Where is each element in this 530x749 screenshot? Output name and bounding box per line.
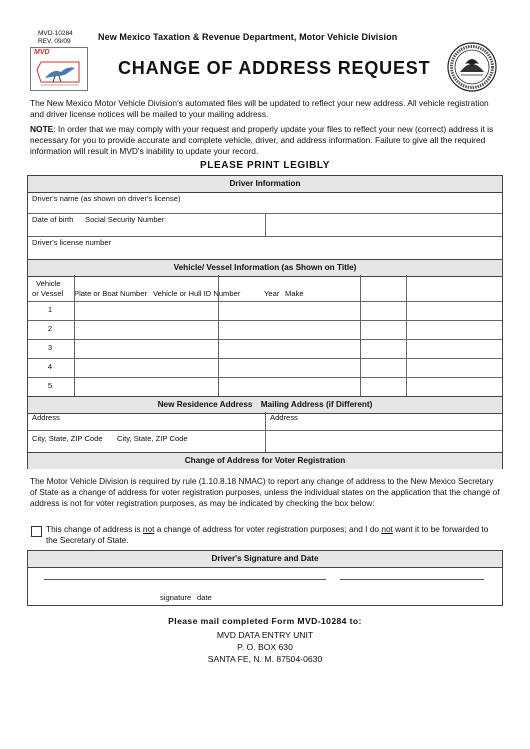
col-make: Make xyxy=(285,289,304,298)
voter-paragraph: The Motor Vehicle Division is required by rule (1.10.8.18 NMAC) to report any change of address to the New Mexico Secretary of State as a change of address for voter registration purposes, unless the individual states on the application that the change of address is not for voter registration purposes, as may be indicated by checking the box below: xyxy=(30,476,500,508)
dob-label: Date of birth xyxy=(32,215,74,224)
mvd-logo xyxy=(30,47,88,91)
note-text: : In order that we may comply with your request and properly update your files to reflect your new (correct) address it is necessary for you to provide accurate and complete vehicle, driver, and address information. Failure to give all the required information will result in MVD's inability to update your record. xyxy=(30,124,494,156)
license-number-label: Driver's license number xyxy=(32,238,112,247)
vehicle-row-3: 3 xyxy=(47,343,53,352)
intro-paragraph: The New Mexico Motor Vehicle Division's automated files will be updated to reflect your new address. All vehicle registration and driver license notices will be mailed to your mailing address. xyxy=(30,98,489,119)
state-seal-icon xyxy=(447,42,497,92)
note-label: NOTE xyxy=(30,124,54,134)
vehicle-row-1: 1 xyxy=(47,305,53,314)
voter-section-header: Change of Address for Voter Registration xyxy=(28,452,502,469)
checkbox-not-1: not xyxy=(142,524,155,534)
signature-box xyxy=(27,550,503,606)
driver-name-label: Driver's name (as shown on driver's license) xyxy=(32,194,181,203)
vehicle-row-5: 5 xyxy=(47,381,53,390)
mail-heading: Please mail completed Form MVD-10284 to: xyxy=(168,616,362,626)
vehicle-row-2: 2 xyxy=(47,324,53,333)
form-code xyxy=(38,30,73,46)
roadrunner-icon xyxy=(31,48,87,90)
date-label: date xyxy=(197,593,212,602)
signature-section-header: Driver's Signature and Date xyxy=(28,551,502,568)
col-vehicle: Vehicle xyxy=(36,279,61,288)
voter-opt-out-checkbox[interactable] xyxy=(31,526,42,537)
checkbox-text-part-1: This change of address is xyxy=(46,524,143,534)
mailing-address-label: Address xyxy=(270,413,298,422)
logo-text: MVD xyxy=(34,49,50,56)
col-or-vessel: or Vessel xyxy=(32,289,64,298)
mail-address-line-3: SANTA FE, N. M. 87504-0630 xyxy=(207,654,323,664)
checkbox-not-2: not xyxy=(381,524,393,534)
ssn-label: Social Security Number xyxy=(85,215,165,224)
form-revision: REV. 09/09 xyxy=(38,38,71,45)
checkbox-text-part-3: want it to be forwarded to the Secretary of State. xyxy=(46,524,489,545)
mail-address-line-2: P. O. BOX 630 xyxy=(237,642,293,652)
vehicle-section-header: Vehicle/ Vessel Information (as Shown on Title) xyxy=(28,259,502,277)
note-paragraph xyxy=(30,124,500,157)
date-line[interactable] xyxy=(340,579,484,580)
voter-opt-out-label xyxy=(46,524,502,546)
form-table xyxy=(27,175,503,469)
mail-address-line-1: MVD DATA ENTRY UNIT xyxy=(216,630,314,640)
form-title: CHANGE OF ADDRESS REQUEST xyxy=(118,58,431,78)
form-number: MVD-10284 xyxy=(38,30,73,37)
col-hull-id: Vehicle or Hull ID Number xyxy=(153,289,241,298)
residence-header: New Residence Address xyxy=(157,400,253,409)
department-name: New Mexico Taxation & Revenue Department, Motor Vehicle Division xyxy=(98,32,398,42)
col-year: Year xyxy=(264,289,280,298)
vehicle-row-4: 4 xyxy=(47,362,53,371)
print-legibly-heading: PLEASE PRINT LEGIBLY xyxy=(200,160,330,171)
col-plate: Plate or Boat Number xyxy=(74,289,148,298)
signature-label: signature xyxy=(160,593,192,602)
driver-section-header: Driver Information xyxy=(28,176,502,193)
signature-line[interactable] xyxy=(44,579,326,580)
mailing-city-label: City, State, ZIP Code xyxy=(117,434,188,443)
checkbox-text-part-2: a change of address for voter registration purposes; and I do xyxy=(154,524,382,534)
residence-address-label: Address xyxy=(32,413,60,422)
mailing-header: Mailing Address (if Different) xyxy=(260,400,373,409)
residence-city-label: City, State, ZIP Code xyxy=(32,434,103,443)
